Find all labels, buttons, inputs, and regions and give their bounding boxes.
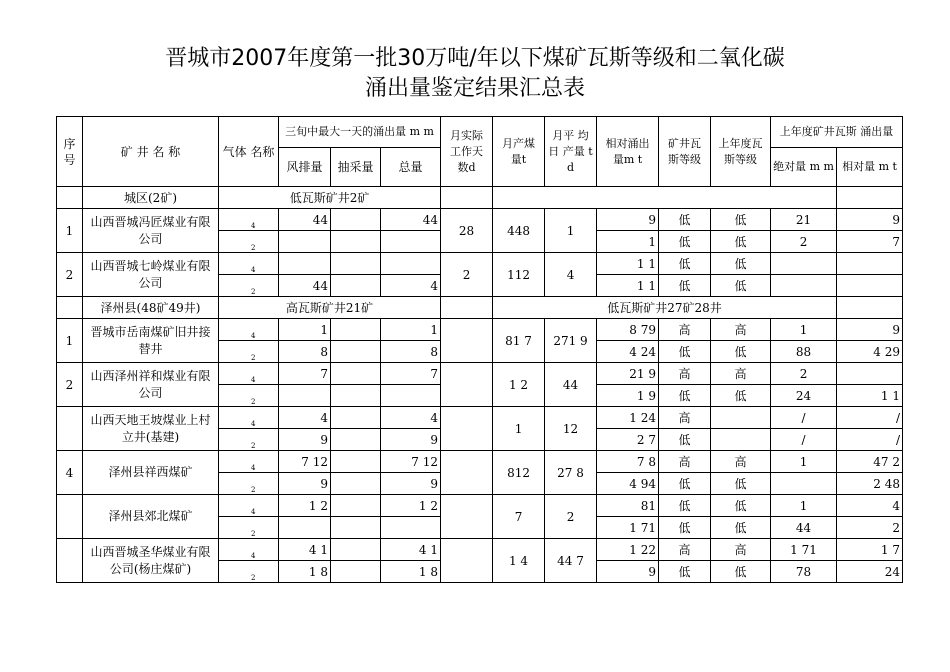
monthly-output-cell: 1 4	[493, 539, 545, 583]
mine-name-cell: 山西晋城七岭煤业有限公司	[83, 253, 219, 297]
last-grade-cell: 低	[711, 275, 771, 297]
last-grade-cell: 低	[711, 517, 771, 539]
exhaust-cell: 1 2	[279, 495, 331, 517]
absolute-cell: 1	[771, 495, 837, 517]
relative-cell: 9	[597, 209, 659, 231]
header-relative2: 相对量 m t	[837, 148, 903, 187]
relative-cell: 4 24	[597, 341, 659, 363]
daily-output-cell: 2	[545, 495, 597, 539]
relative2-cell	[837, 363, 903, 385]
grade-cell: 高	[659, 539, 711, 561]
daily-output-cell: 1	[545, 209, 597, 253]
last-grade-cell: 低	[711, 253, 771, 275]
grade-cell: 低	[659, 385, 711, 407]
work-days-cell	[441, 539, 493, 583]
seq-cell: 2	[57, 253, 83, 297]
total-cell	[381, 385, 441, 407]
gas-cell: 2	[219, 275, 279, 297]
relative2-cell: 24	[837, 561, 903, 583]
header-drain: 抽采量	[331, 148, 381, 187]
header-exhaust: 风排量	[279, 148, 331, 187]
absolute-cell: /	[771, 407, 837, 429]
drain-cell	[331, 275, 381, 297]
relative-cell: 1 1	[597, 253, 659, 275]
last-grade-cell: 低	[711, 385, 771, 407]
drain-cell	[331, 319, 381, 341]
grade-cell: 高	[659, 451, 711, 473]
work-days-cell	[441, 363, 493, 407]
table-row	[57, 407, 903, 429]
daily-output-cell: 27 8	[545, 451, 597, 495]
drain-cell	[331, 517, 381, 539]
last-grade-cell: 低	[711, 495, 771, 517]
table-cell	[57, 187, 83, 209]
gas-cell: 4	[219, 495, 279, 517]
last-grade-cell: 高	[711, 363, 771, 385]
gas-cell: 2	[219, 429, 279, 451]
header-row-1	[57, 117, 903, 148]
relative2-cell: 1 1	[837, 385, 903, 407]
total-cell: 7 12	[381, 451, 441, 473]
relative2-cell: /	[837, 407, 903, 429]
total-cell: 9	[381, 473, 441, 495]
absolute-cell: 1	[771, 451, 837, 473]
absolute-cell: 2	[771, 231, 837, 253]
header-monthly-output: 月产煤 量t	[493, 117, 545, 187]
drain-cell	[331, 407, 381, 429]
relative-cell: 1 1	[597, 275, 659, 297]
relative-cell: 4 94	[597, 473, 659, 495]
exhaust-cell: 44	[279, 275, 331, 297]
exhaust-cell: 9	[279, 429, 331, 451]
gas-cell: 2	[219, 561, 279, 583]
relative-cell: 8 79	[597, 319, 659, 341]
relative-cell: 2 7	[597, 429, 659, 451]
total-cell	[381, 231, 441, 253]
relative-cell: 1 9	[597, 385, 659, 407]
mine-name-cell: 山西天地王坡煤业上村立井(基建)	[83, 407, 219, 451]
gas-cell: 4	[219, 253, 279, 275]
last-grade-cell: 高	[711, 539, 771, 561]
total-cell: 4 1	[381, 539, 441, 561]
page-title-line1: 晋城市2007年度第一批30万吨/年以下煤矿瓦斯等级和二氧化碳	[165, 46, 785, 71]
work-days-cell	[441, 495, 493, 539]
grade-cell: 低	[659, 275, 711, 297]
seq-cell: 1	[57, 209, 83, 253]
page-title-line2: 涌出量鉴定结果汇总表	[364, 76, 585, 101]
exhaust-cell: 7	[279, 363, 331, 385]
relative2-cell: 7	[837, 231, 903, 253]
absolute-cell: 1 71	[771, 539, 837, 561]
exhaust-cell	[279, 517, 331, 539]
header-daily-output: 月平 均日 产量 t d	[545, 117, 597, 187]
gas-cell: 2	[219, 517, 279, 539]
absolute-cell: 44	[771, 517, 837, 539]
relative2-cell: 9	[837, 209, 903, 231]
absolute-cell: 21	[771, 209, 837, 231]
drain-cell	[331, 495, 381, 517]
section-row	[57, 187, 903, 209]
monthly-output-cell: 812	[493, 451, 545, 495]
daily-output-cell: 44	[545, 363, 597, 407]
relative2-cell	[837, 275, 903, 297]
last-grade-cell: 低	[711, 209, 771, 231]
drain-cell	[331, 253, 381, 275]
exhaust-cell	[279, 253, 331, 275]
relative2-cell: 47 2	[837, 451, 903, 473]
drain-cell	[331, 539, 381, 561]
header-grade: 矿井瓦 斯等级	[659, 117, 711, 187]
gas-cell: 2	[219, 231, 279, 253]
total-cell: 1 2	[381, 495, 441, 517]
relative-cell: 1	[597, 231, 659, 253]
mine-name-cell: 山西晋城冯匠煤业有限公司	[83, 209, 219, 253]
grade-cell: 低	[659, 473, 711, 495]
table-cell	[441, 187, 493, 209]
exhaust-cell: 1 8	[279, 561, 331, 583]
seq-cell: 1	[57, 319, 83, 363]
grade-cell: 高	[659, 363, 711, 385]
monthly-output-cell: 112	[493, 253, 545, 297]
drain-cell	[331, 561, 381, 583]
seq-cell: 2	[57, 363, 83, 407]
section-name: 泽州县(48矿49井)	[83, 297, 219, 319]
section-note: 低瓦斯矿井2矿	[219, 187, 441, 209]
total-cell: 4	[381, 407, 441, 429]
seq-cell: 4	[57, 451, 83, 495]
grade-cell: 低	[659, 429, 711, 451]
absolute-cell	[771, 473, 837, 495]
drain-cell	[331, 473, 381, 495]
work-days-cell	[441, 451, 493, 495]
gas-cell: 4	[219, 451, 279, 473]
monthly-output-cell: 1 2	[493, 363, 545, 407]
header-seq: 序 号	[57, 117, 83, 187]
section-note2	[493, 187, 837, 209]
table-row	[57, 539, 903, 561]
gas-cell: 2	[219, 385, 279, 407]
total-cell: 9	[381, 429, 441, 451]
work-days-cell: 2	[441, 253, 493, 297]
mine-name-cell: 山西晋城圣华煤业有限公司(杨庄煤矿)	[83, 539, 219, 583]
total-cell: 1	[381, 319, 441, 341]
seq-cell	[57, 495, 83, 539]
section-note: 高瓦斯矿井21矿	[219, 297, 441, 319]
header-total: 总量	[381, 148, 441, 187]
summary-table	[56, 116, 903, 583]
work-days-cell	[441, 319, 493, 363]
monthly-output-cell: 7	[493, 495, 545, 539]
relative2-cell: 9	[837, 319, 903, 341]
gas-cell: 2	[219, 341, 279, 363]
table-row	[57, 253, 903, 275]
mine-name-cell: 山西泽州祥和煤业有限公司	[83, 363, 219, 407]
exhaust-cell: 8	[279, 341, 331, 363]
gas-cell: 4	[219, 407, 279, 429]
total-cell: 44	[381, 209, 441, 231]
header-work-days: 月实际 工作天 数d	[441, 117, 493, 187]
gas-cell: 2	[219, 473, 279, 495]
table-cell	[837, 187, 903, 209]
monthly-output-cell: 448	[493, 209, 545, 253]
exhaust-cell: 4 1	[279, 539, 331, 561]
seq-cell	[57, 539, 83, 583]
relative2-cell: 1 7	[837, 539, 903, 561]
relative-cell: 1 22	[597, 539, 659, 561]
last-grade-cell: 低	[711, 473, 771, 495]
absolute-cell	[771, 275, 837, 297]
drain-cell	[331, 451, 381, 473]
relative2-cell	[837, 253, 903, 275]
last-grade-cell: 低	[711, 561, 771, 583]
total-cell: 1 8	[381, 561, 441, 583]
daily-output-cell: 271 9	[545, 319, 597, 363]
monthly-output-cell: 1	[493, 407, 545, 451]
table-row	[57, 363, 903, 385]
absolute-cell: 2	[771, 363, 837, 385]
grade-cell: 低	[659, 209, 711, 231]
total-cell	[381, 253, 441, 275]
mine-name-cell: 泽州县郊北煤矿	[83, 495, 219, 539]
exhaust-cell: 44	[279, 209, 331, 231]
exhaust-cell	[279, 385, 331, 407]
exhaust-cell	[279, 231, 331, 253]
table-row	[57, 209, 903, 231]
absolute-cell	[771, 253, 837, 275]
relative-cell: 7 8	[597, 451, 659, 473]
last-grade-cell: 低	[711, 341, 771, 363]
total-cell: 7	[381, 363, 441, 385]
section-row	[57, 297, 903, 319]
daily-output-cell: 44 7	[545, 539, 597, 583]
total-cell	[381, 517, 441, 539]
last-grade-cell	[711, 429, 771, 451]
grade-cell: 低	[659, 561, 711, 583]
relative-cell: 21 9	[597, 363, 659, 385]
header-last-grade: 上年度瓦 斯等级	[711, 117, 771, 187]
work-days-cell	[441, 407, 493, 451]
header-absolute: 绝对量 m m	[771, 148, 837, 187]
exhaust-cell: 9	[279, 473, 331, 495]
drain-cell	[331, 209, 381, 231]
drain-cell	[331, 231, 381, 253]
monthly-output-cell: 81 7	[493, 319, 545, 363]
absolute-cell: 78	[771, 561, 837, 583]
table-row	[57, 495, 903, 517]
table-row	[57, 319, 903, 341]
header-relative: 相对涌出 量m t	[597, 117, 659, 187]
total-cell: 4	[381, 275, 441, 297]
absolute-cell: 1	[771, 319, 837, 341]
table-row	[57, 451, 903, 473]
work-days-cell: 28	[441, 209, 493, 253]
header-max-day: 三旬中最大一天的涌出量 m m	[279, 117, 441, 148]
last-grade-cell: 高	[711, 451, 771, 473]
daily-output-cell: 12	[545, 407, 597, 451]
exhaust-cell: 1	[279, 319, 331, 341]
gas-cell: 4	[219, 539, 279, 561]
last-grade-cell: 低	[711, 231, 771, 253]
gas-cell: 4	[219, 319, 279, 341]
seq-cell	[57, 407, 83, 451]
grade-cell: 低	[659, 341, 711, 363]
gas-cell: 4	[219, 209, 279, 231]
drain-cell	[331, 341, 381, 363]
table-cell	[441, 297, 493, 319]
last-grade-cell: 高	[711, 319, 771, 341]
relative2-cell: 2	[837, 517, 903, 539]
grade-cell: 低	[659, 495, 711, 517]
exhaust-cell: 4	[279, 407, 331, 429]
exhaust-cell: 7 12	[279, 451, 331, 473]
grade-cell: 低	[659, 231, 711, 253]
daily-output-cell: 4	[545, 253, 597, 297]
relative2-cell: 2 48	[837, 473, 903, 495]
absolute-cell: /	[771, 429, 837, 451]
header-last-year: 上年度矿井瓦斯 涌出量	[771, 117, 903, 148]
relative-cell: 81	[597, 495, 659, 517]
drain-cell	[331, 429, 381, 451]
mine-name-cell: 晋城市岳南煤矿旧井接替井	[83, 319, 219, 363]
table-cell	[57, 297, 83, 319]
grade-cell: 高	[659, 319, 711, 341]
relative-cell: 1 71	[597, 517, 659, 539]
relative2-cell: 4	[837, 495, 903, 517]
table-cell	[837, 297, 903, 319]
last-grade-cell	[711, 407, 771, 429]
header-gas: 气体 名称	[219, 117, 279, 187]
section-note2: 低瓦斯矿井27矿28井	[493, 297, 837, 319]
grade-cell: 低	[659, 517, 711, 539]
grade-cell: 高	[659, 407, 711, 429]
relative-cell: 9	[597, 561, 659, 583]
grade-cell: 低	[659, 253, 711, 275]
section-name: 城区(2矿)	[83, 187, 219, 209]
drain-cell	[331, 363, 381, 385]
header-mine-name: 矿 井 名 称	[83, 117, 219, 187]
relative-cell: 1 24	[597, 407, 659, 429]
absolute-cell: 88	[771, 341, 837, 363]
relative2-cell: 4 29	[837, 341, 903, 363]
absolute-cell: 24	[771, 385, 837, 407]
drain-cell	[331, 385, 381, 407]
gas-cell: 4	[219, 363, 279, 385]
mine-name-cell: 泽州县祥西煤矿	[83, 451, 219, 495]
relative2-cell: /	[837, 429, 903, 451]
total-cell: 8	[381, 341, 441, 363]
